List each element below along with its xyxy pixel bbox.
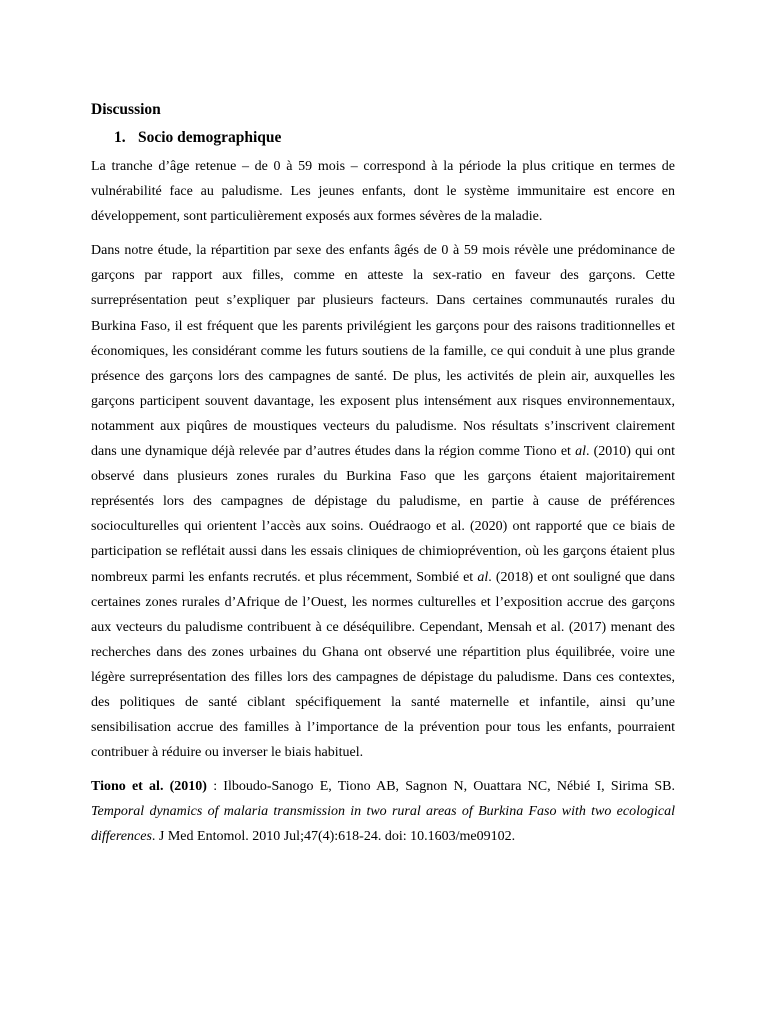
reference-entry [91,774,675,849]
reference-citation: . J Med Entomol. 2010 Jul;47(4):618-24. doi: 10.1603/me09102. [151,829,516,845]
section-heading [91,124,675,152]
sex-distribution-paragraph [91,238,675,765]
reference-title: Temporal dynamics of malaria transmission in two rural areas of Burkina Faso with two ecological differences [91,804,675,845]
reference-label: Tiono et al. (2010) [91,779,207,795]
et-al-italic-2: al [477,569,489,585]
section-number: 1. [114,129,126,146]
document-page [91,96,675,850]
et-al-italic-1: al [575,444,586,460]
paragraph-text-3: . (2018) et ont souligné que dans certaines zones rurales d’Afrique de l’Ouest, les normes culturelles et l’exposition accrue des garçons aux vecteurs du paludisme contribuent à ce déséquilibre. Cependant, Mensah et al. (2017) menant des recherches dans des zones urbaines du Ghana ont observé une répartition plus équilibrée, voire une légère surreprésentation des filles lors des campagnes de dépistage du paludisme. Dans ces contextes, des politiques de santé ciblant spécifiquement la santé maternelle et infantile, ainsi qu’une sensibilisation accrue des familles à l’importance de la prévention pour tous les enfants, pourraient contribuer à réduire ou inverser le biais habituel. [91,569,675,761]
reference-authors: : Ilboudo-Sanogo E, Tiono AB, Sagnon N, Ouattara NC, Nébié I, Sirima SB. [206,779,675,795]
paragraph-text-2: . (2010) qui ont observé dans plusieurs zones rurales du Burkina Faso que les garçons étaient majoritairement représentés lors des campagnes de dépistage du paludisme, en partie à cause de préférences socioculturelles qui orientent l’accès aux soins. Ouédraogo et al. (2020) ont rapporté que ce biais de participation se reflétait aussi dans les essais cliniques de chimioprévention, où les garçons étaient plus nombreux parmi les enfants recrutés. et plus récemment, Sombié et [91,444,675,585]
intro-paragraph: La tranche d’âge retenue – de 0 à 59 mois – correspond à la période la plus critique en termes de vulnérabilité face au paludisme. Les jeunes enfants, dont le système immunitaire est encore en développement, sont particulièrement exposés aux formes sévères de la maladie. [91,159,675,225]
discussion-heading: Discussion [91,101,161,118]
paragraph-text-1: Dans notre étude, la répartition par sexe des enfants âgés de 0 à 59 mois révèle une prédominance de garçons par rapport aux filles, comme en atteste la sex-ratio en faveur des garçons. Cette surreprésentation peut s’expliquer par plusieurs facteurs. Dans certaines communautés rurales du Burkina Faso, il est fréquent que les parents privilégient les garçons pour des raisons traditionnelles et économiques, les considérant comme les futurs soutiens de la famille, ce qui conduit à une plus grande présence des garçons lors des campagnes de santé. De plus, les activités de plein air, auxquelles les garçons participent souvent davantage, les exposent plus intensément aux risques environnementaux, notamment aux piqûres de moustiques vecteurs du paludisme. Nos résultats s’inscrivent clairement dans une dynamique déjà relevée par d’autres études dans la région comme Tiono et [91,243,675,460]
section-title: Socio demographique [138,129,282,146]
